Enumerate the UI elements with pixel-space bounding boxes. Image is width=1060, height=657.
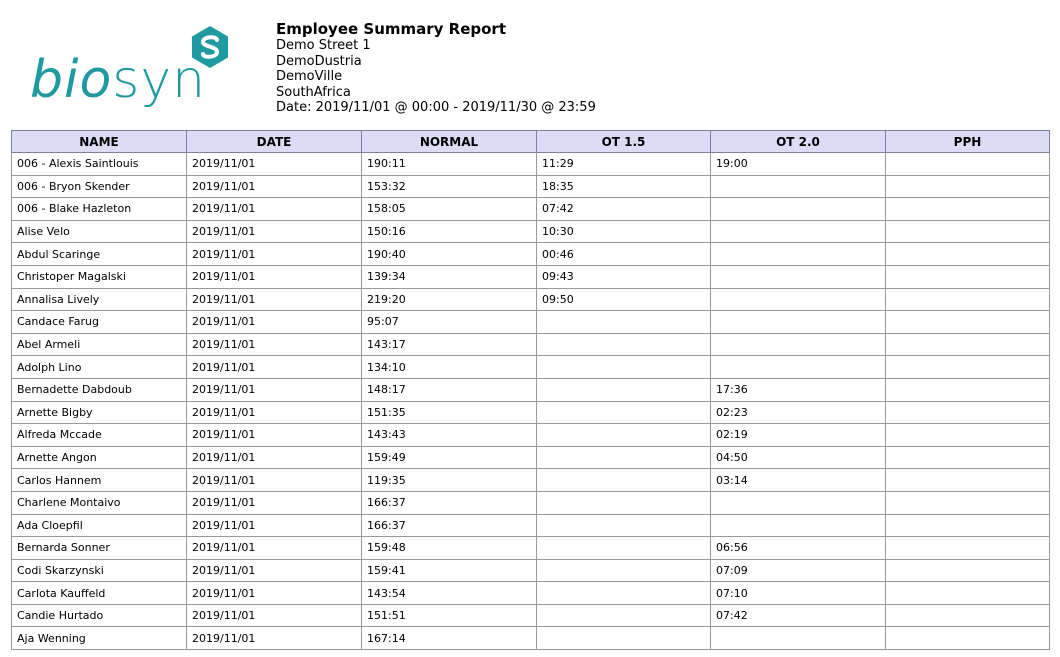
cell-normal: 95:07 (362, 311, 537, 334)
logo-text-bio: bio (30, 50, 113, 110)
cell-name: Charlene Montaivo (12, 491, 187, 514)
cell-ot-1-5 (537, 559, 711, 582)
cell-date: 2019/11/01 (187, 243, 362, 266)
report-header (276, 21, 596, 116)
address-line-1: Demo Street 1 (276, 38, 371, 53)
cell-date: 2019/11/01 (187, 559, 362, 582)
cell-name: Arnette Bigby (12, 401, 187, 424)
table-header-row (12, 131, 1050, 153)
cell-pph (886, 514, 1050, 537)
cell-pph (886, 401, 1050, 424)
cell-normal: 158:05 (362, 198, 537, 221)
cell-ot-1-5 (537, 627, 711, 650)
cell-pph (886, 469, 1050, 492)
cell-ot-2-0 (711, 175, 886, 198)
cell-name: Adolph Lino (12, 356, 187, 379)
cell-ot-1-5 (537, 333, 711, 356)
report-date-range: Date: 2019/11/01 @ 00:00 - 2019/11/30 @ 23:59 (276, 100, 596, 115)
address-line-3: DemoVille (276, 69, 343, 84)
table-row (12, 604, 1050, 627)
cell-date: 2019/11/01 (187, 356, 362, 379)
table-row (12, 514, 1050, 537)
cell-ot-1-5: 09:43 (537, 265, 711, 288)
table-row (12, 265, 1050, 288)
cell-ot-2-0 (711, 514, 886, 537)
cell-normal: 143:43 (362, 424, 537, 447)
cell-normal: 190:11 (362, 153, 537, 176)
table-row (12, 582, 1050, 605)
column-header-ot-2-0: OT 2.0 (711, 131, 886, 153)
cell-ot-1-5 (537, 469, 711, 492)
cell-date: 2019/11/01 (187, 198, 362, 221)
cell-ot-1-5 (537, 378, 711, 401)
cell-ot-1-5 (537, 401, 711, 424)
table-row (12, 311, 1050, 334)
cell-pph (886, 265, 1050, 288)
column-header-date: DATE (187, 131, 362, 153)
table-body (12, 153, 1050, 650)
cell-ot-1-5 (537, 491, 711, 514)
cell-ot-2-0 (711, 627, 886, 650)
cell-pph (886, 378, 1050, 401)
cell-normal: 153:32 (362, 175, 537, 198)
cell-normal: 190:40 (362, 243, 537, 266)
table-row (12, 559, 1050, 582)
cell-ot-2-0 (711, 198, 886, 221)
cell-date: 2019/11/01 (187, 220, 362, 243)
cell-pph (886, 198, 1050, 221)
cell-normal: 148:17 (362, 378, 537, 401)
table-row (12, 627, 1050, 650)
cell-ot-2-0 (711, 356, 886, 379)
cell-name: Bernadette Dabdoub (12, 378, 187, 401)
cell-name: Bernarda Sonner (12, 537, 187, 560)
cell-pph (886, 627, 1050, 650)
cell-pph (886, 243, 1050, 266)
table-row (12, 243, 1050, 266)
cell-ot-1-5 (537, 311, 711, 334)
cell-ot-1-5 (537, 424, 711, 447)
table-row (12, 153, 1050, 176)
cell-normal: 151:51 (362, 604, 537, 627)
cell-name: Ada Cloepfil (12, 514, 187, 537)
cell-name: Aja Wenning (12, 627, 187, 650)
cell-name: Arnette Angon (12, 446, 187, 469)
table-row (12, 401, 1050, 424)
cell-ot-1-5 (537, 446, 711, 469)
table-row (12, 469, 1050, 492)
cell-date: 2019/11/01 (187, 153, 362, 176)
cell-ot-2-0: 03:14 (711, 469, 886, 492)
address-line-4: SouthAfrica (276, 84, 351, 100)
cell-normal: 151:35 (362, 401, 537, 424)
cell-name: 006 - Bryon Skender (12, 175, 187, 198)
cell-date: 2019/11/01 (187, 604, 362, 627)
cell-normal: 159:48 (362, 537, 537, 560)
cell-date: 2019/11/01 (187, 491, 362, 514)
cell-ot-1-5: 18:35 (537, 175, 711, 198)
cell-date: 2019/11/01 (187, 288, 362, 311)
employee-summary-table (11, 130, 1050, 650)
cell-name: Carlota Kauffeld (12, 582, 187, 605)
cell-ot-2-0: 04:50 (711, 446, 886, 469)
cell-normal: 150:16 (362, 220, 537, 243)
cell-ot-2-0 (711, 220, 886, 243)
cell-normal: 159:49 (362, 446, 537, 469)
cell-normal: 139:34 (362, 265, 537, 288)
cell-ot-2-0: 07:09 (711, 559, 886, 582)
cell-date: 2019/11/01 (187, 446, 362, 469)
cell-pph (886, 220, 1050, 243)
cell-normal: 166:37 (362, 491, 537, 514)
cell-pph (886, 153, 1050, 176)
cell-date: 2019/11/01 (187, 378, 362, 401)
cell-name: Alise Velo (12, 220, 187, 243)
cell-ot-1-5: 00:46 (537, 243, 711, 266)
cell-name: Christoper Magalski (12, 265, 187, 288)
cell-ot-2-0 (711, 243, 886, 266)
table-row (12, 491, 1050, 514)
table-row (12, 198, 1050, 221)
cell-name: Candace Farug (12, 311, 187, 334)
cell-date: 2019/11/01 (187, 582, 362, 605)
cell-pph (886, 559, 1050, 582)
table-row (12, 175, 1050, 198)
cell-date: 2019/11/01 (187, 627, 362, 650)
report-title: Employee Summary Report (276, 20, 507, 38)
cell-pph (886, 175, 1050, 198)
cell-name: Candie Hurtado (12, 604, 187, 627)
cell-ot-1-5 (537, 356, 711, 379)
cell-normal: 219:20 (362, 288, 537, 311)
cell-name: Codi Skarzynski (12, 559, 187, 582)
cell-name: 006 - Alexis Saintlouis (12, 153, 187, 176)
cell-normal: 143:54 (362, 582, 537, 605)
cell-normal: 159:41 (362, 559, 537, 582)
cell-ot-2-0: 06:56 (711, 537, 886, 560)
table-row (12, 356, 1050, 379)
cell-ot-1-5 (537, 514, 711, 537)
logo-wordmark (30, 50, 206, 110)
cell-date: 2019/11/01 (187, 424, 362, 447)
cell-pph (886, 288, 1050, 311)
table-row (12, 220, 1050, 243)
cell-ot-1-5 (537, 604, 711, 627)
cell-ot-2-0 (711, 333, 886, 356)
table-row (12, 424, 1050, 447)
cell-pph (886, 537, 1050, 560)
cell-ot-2-0: 07:42 (711, 604, 886, 627)
column-header-ot-1-5: OT 1.5 (537, 131, 711, 153)
column-header-pph: PPH (886, 131, 1050, 153)
cell-pph (886, 582, 1050, 605)
table-row (12, 537, 1050, 560)
cell-normal: 166:37 (362, 514, 537, 537)
cell-ot-2-0: 02:23 (711, 401, 886, 424)
column-header-name: NAME (12, 131, 187, 153)
biosyn-logo (30, 24, 245, 116)
table-row (12, 333, 1050, 356)
table-row (12, 446, 1050, 469)
cell-date: 2019/11/01 (187, 333, 362, 356)
cell-date: 2019/11/01 (187, 175, 362, 198)
cell-pph (886, 491, 1050, 514)
cell-date: 2019/11/01 (187, 265, 362, 288)
cell-normal: 143:17 (362, 333, 537, 356)
cell-name: Abdul Scaringe (12, 243, 187, 266)
column-header-normal: NORMAL (362, 131, 537, 153)
cell-date: 2019/11/01 (187, 469, 362, 492)
cell-name: Carlos Hannem (12, 469, 187, 492)
cell-ot-2-0: 02:19 (711, 424, 886, 447)
cell-pph (886, 311, 1050, 334)
cell-date: 2019/11/01 (187, 537, 362, 560)
cell-name: 006 - Blake Hazleton (12, 198, 187, 221)
cell-pph (886, 356, 1050, 379)
cell-ot-2-0 (711, 288, 886, 311)
cell-ot-2-0 (711, 491, 886, 514)
cell-pph (886, 604, 1050, 627)
logo-text-syn: syn (112, 50, 207, 110)
cell-normal: 134:10 (362, 356, 537, 379)
cell-ot-2-0: 17:36 (711, 378, 886, 401)
cell-date: 2019/11/01 (187, 311, 362, 334)
cell-ot-1-5: 11:29 (537, 153, 711, 176)
cell-ot-2-0 (711, 311, 886, 334)
cell-ot-1-5: 10:30 (537, 220, 711, 243)
cell-ot-1-5 (537, 582, 711, 605)
address-line-2: DemoDustria (276, 53, 362, 69)
table-row (12, 288, 1050, 311)
cell-ot-2-0: 07:10 (711, 582, 886, 605)
cell-date: 2019/11/01 (187, 401, 362, 424)
cell-ot-1-5: 07:42 (537, 198, 711, 221)
cell-name: Annalisa Lively (12, 288, 187, 311)
cell-normal: 167:14 (362, 627, 537, 650)
cell-normal: 119:35 (362, 469, 537, 492)
table-row (12, 378, 1050, 401)
cell-pph (886, 446, 1050, 469)
cell-pph (886, 333, 1050, 356)
cell-ot-1-5 (537, 537, 711, 560)
cell-ot-2-0: 19:00 (711, 153, 886, 176)
cell-name: Abel Armeli (12, 333, 187, 356)
cell-name: Alfreda Mccade (12, 424, 187, 447)
cell-pph (886, 424, 1050, 447)
cell-ot-2-0 (711, 265, 886, 288)
cell-date: 2019/11/01 (187, 514, 362, 537)
cell-ot-1-5: 09:50 (537, 288, 711, 311)
